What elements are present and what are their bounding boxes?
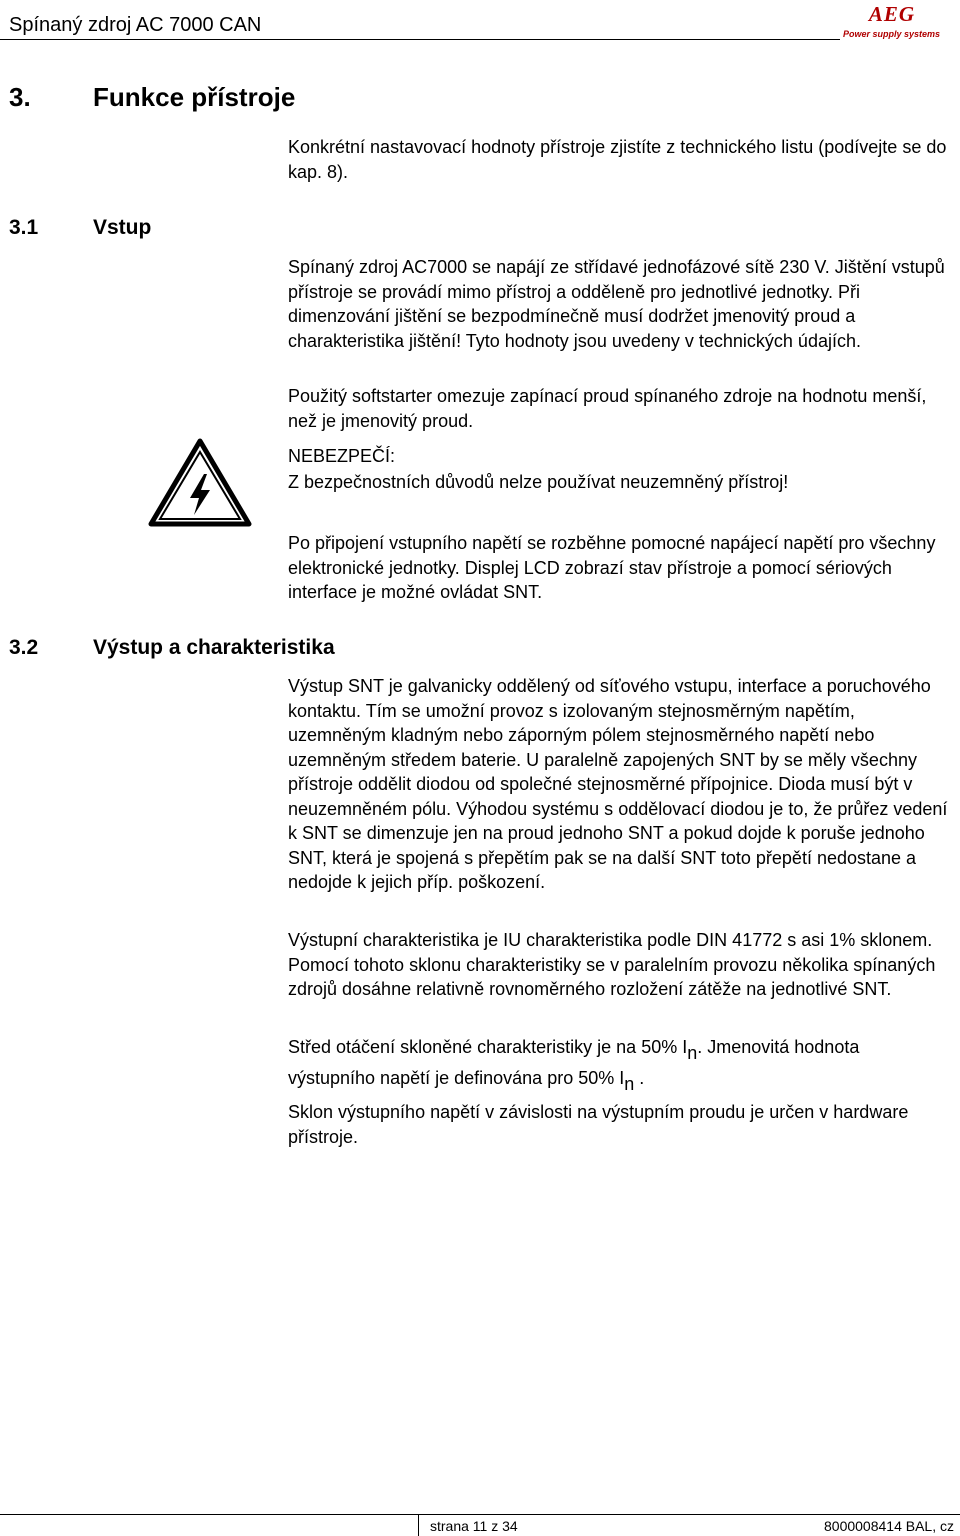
output-p3-part-a: Střed otáčení skloněné charakteristiky je na 50% I [288,1037,688,1057]
footer-rule [0,1514,960,1515]
section-3-1-title: Vstup [93,216,152,239]
output-paragraph-1: Výstup SNT je galvanicky oddělený od síťového vstupu, interface a poruchového kontaktu. Tím se umožní provoz s izolovaným stejnosměrným napětím, uzemněným kladným nebo záporným pólem stejnosměrného napětí nebo uzemněným středem baterie. U paralelně zapojených SNT by se měly všechny přístroje oddělit diodou od společné stejnosměrné přípojnice. Dioda musí být v neuzemněném pólu. Výhodou systému s oddělovací diodou je to, že průřez vedení k SNT se dimenzuje jen na proud jednoho SNT a pokud dojde k poruše jednoho SNT, která je spojená s přepětím pak se na další SNT toto přepětí nedostane a nedojde k jejich příp. poškození. [288,676,948,892]
output-paragraph-2: Výstupní charakteristika je IU charakteristika podle DIN 41772 s asi 1% sklonem. Pomocí tohoto sklonu charakteristiky se v paralelním provozu několika spínaných zdrojů dosáhne relativně rovnoměrného rozložení zátěže na jednotlivé SNT. [288,930,936,999]
document-title: Spínaný zdroj AC 7000 CAN [9,14,262,36]
header-rule [0,39,840,40]
company-logo [843,2,960,39]
section-3-2-title: Výstup a charakteristika [93,636,335,659]
intro-paragraph: Konkrétní nastavovací hodnoty přístroje zjistíte z technického listu (podívejte se do kap. 8). [288,137,947,182]
section-3-title: Funkce přístroje [93,82,296,112]
input-paragraph-2: Použitý softstarter omezuje zapínací proud spínaného zdroje na hodnotu menší, než je jmenovitý proud. [288,386,927,431]
logo-subtitle: Power supply systems [843,29,941,39]
output-p3-subscript-1: n [687,1043,698,1063]
footer-separator [418,1514,419,1536]
output-paragraph-3 [288,1032,948,1094]
input-paragraph-1: Spínaný zdroj AC7000 se napájí ze střídavé jednofázové sítě 230 V. Jištění vstupů přístroje se provádí mimo přístroj a odděleně pro jednotlivé jednotky. Při dimenzování jištění se bezpodmínečně musí dodržet jmenovitý proud a charakteristika jištění! Tyto hodnoty jsou uvedeny v technických údajích. [288,257,945,351]
input-paragraph-3: Po připojení vstupního napětí se rozběhne pomocné napájecí napětí pro všechny elektronické jednotky. Displej LCD zobrazí stav přístroje a pomocí sériových interface je možné ovládat SNT. [288,533,936,602]
section-3-2-number: 3.2 [9,636,39,659]
output-p3-subscript-2: n [624,1074,635,1094]
output-paragraph-4: Sklon výstupního napětí v závislosti na výstupním proudu je určen v hardware přístroje. [288,1102,909,1147]
danger-text: Z bezpečnostních důvodů nelze používat neuzemněný přístroj! [288,472,789,492]
output-p3-part-c: . [634,1068,645,1088]
document-number: 8000008414 BAL, cz [824,1518,954,1534]
section-3-1-number: 3.1 [9,216,39,239]
page-number: strana 11 z 34 [430,1518,518,1534]
high-voltage-warning-icon [148,438,252,528]
logo-mark: AEG [868,2,916,26]
danger-label: NEBEZPEČÍ: [288,446,396,466]
section-3-number: 3. [9,82,31,112]
output-p3-part-b: . Jmenovitá hodnota výstupního napětí je definována pro 50% I [288,1037,860,1088]
